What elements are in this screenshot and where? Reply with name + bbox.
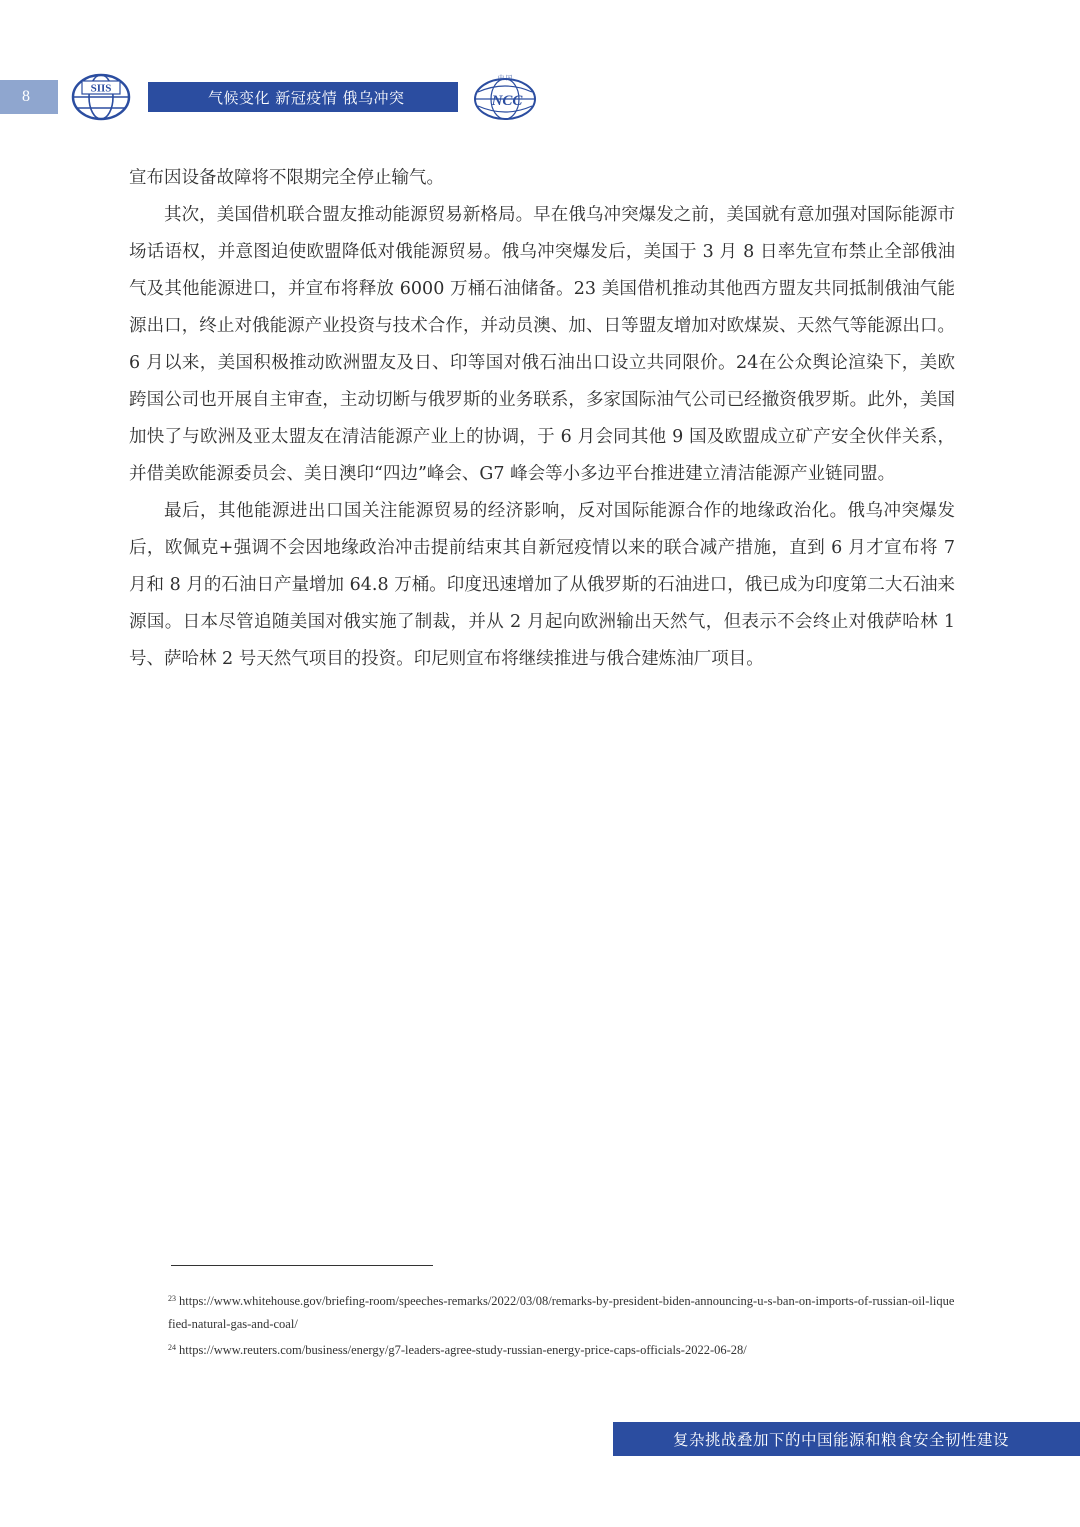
siis-logo [70, 72, 132, 122]
paragraph: 最后，其他能源进出口国关注能源贸易的经济影响，反对国际能源合作的地缘政治化。俄乌冲突爆发后，欧佩克+强调不会因地缘政治冲击提前结束其自新冠疫情以来的联合减产措施，直到 6 月才宣布将 7 月和 8 月的石油日产量增加 64.8 万桶。印度迅速增加了从俄罗斯的石油进口，俄已成为印度第二大石油来源国。日本尽管追随美国对俄实施了制裁，并从 2 月起向欧洲输出天然气，但表示不会终止对俄萨哈林 1 号、萨哈林 2 号天然气项目的投资。印尼则宣布将继续推进与俄合建炼油厂项目。 [129, 501, 955, 669]
ncc-logo [470, 72, 540, 122]
ncc-logo-top-text: 中 国 [498, 75, 512, 82]
paragraph: 其次，美国借机联合盟友推动能源贸易新格局。早在俄乌冲突爆发之前，美国就有意加强对国际能源市场话语权，并意图迫使欧盟降低对俄能源贸易。俄乌冲突爆发后，美国于 3 月 8 日率先宣布禁止全部俄油气及其他能源进口，并宣布将释放 6000 万桶石油储备。23 美国借机推动其他西方盟友共同抵制俄油气能源出口，终止对俄能源产业投资与技术合作，并动员澳、加、日等盟友增加对欧煤炭、天然气等能源出口。6 月以来，美国积极推动欧洲盟友及日、印等国对俄石油出口设立共同限价。24在公众舆论渲染下，美欧跨国公司也开展自主审查，主动切断与俄罗斯的业务联系，多家国际油气公司已经撤资俄罗斯。此外，美国加快了与欧洲及亚太盟友在清洁能源产业上的协调，于 6 月会同其他 9 国及欧盟成立矿产安全伙伴关系，并借美欧能源委员会、美日澳印“四边”峰会、G7 峰会等小多边平台推进建立清洁能源产业链同盟。 [129, 205, 955, 484]
footer-title-bar [613, 1422, 1080, 1456]
footnote [168, 1287, 958, 1336]
ncc-logo-text: NCC [491, 93, 523, 109]
footnote-divider [171, 1265, 433, 1266]
footnote-link[interactable]: https://www.whitehouse.gov/briefing-room/speeches-remarks/2022/03/08/remarks-by-president-biden-announcing-u-s-ban-on-imports-of-russian-oil-liquefied-natural-gas-and-coal/ [168, 1294, 955, 1331]
paragraph: 宣布因设备故障将不限期完全停止输气。 [129, 168, 444, 188]
footnotes [168, 1287, 958, 1362]
footnote-number: 24 [168, 1343, 176, 1352]
footnote-link[interactable]: https://www.reuters.com/business/energy/g7-leaders-agree-study-russian-energy-price-caps-officials-2022-06-28/ [179, 1343, 747, 1357]
footnote-number: 23 [168, 1294, 176, 1303]
siis-logo-text: SIIS [90, 82, 112, 95]
page-number [0, 80, 58, 114]
page-number-text: 8 [22, 88, 30, 105]
body-text [129, 160, 955, 678]
header-title-bar [148, 82, 458, 112]
footnote [168, 1336, 958, 1362]
footer-title: 复杂挑战叠加下的中国能源和粮食安全韧性建设 [673, 1431, 1010, 1449]
header-title: 气候变化 新冠疫情 俄乌冲突 [208, 88, 405, 107]
